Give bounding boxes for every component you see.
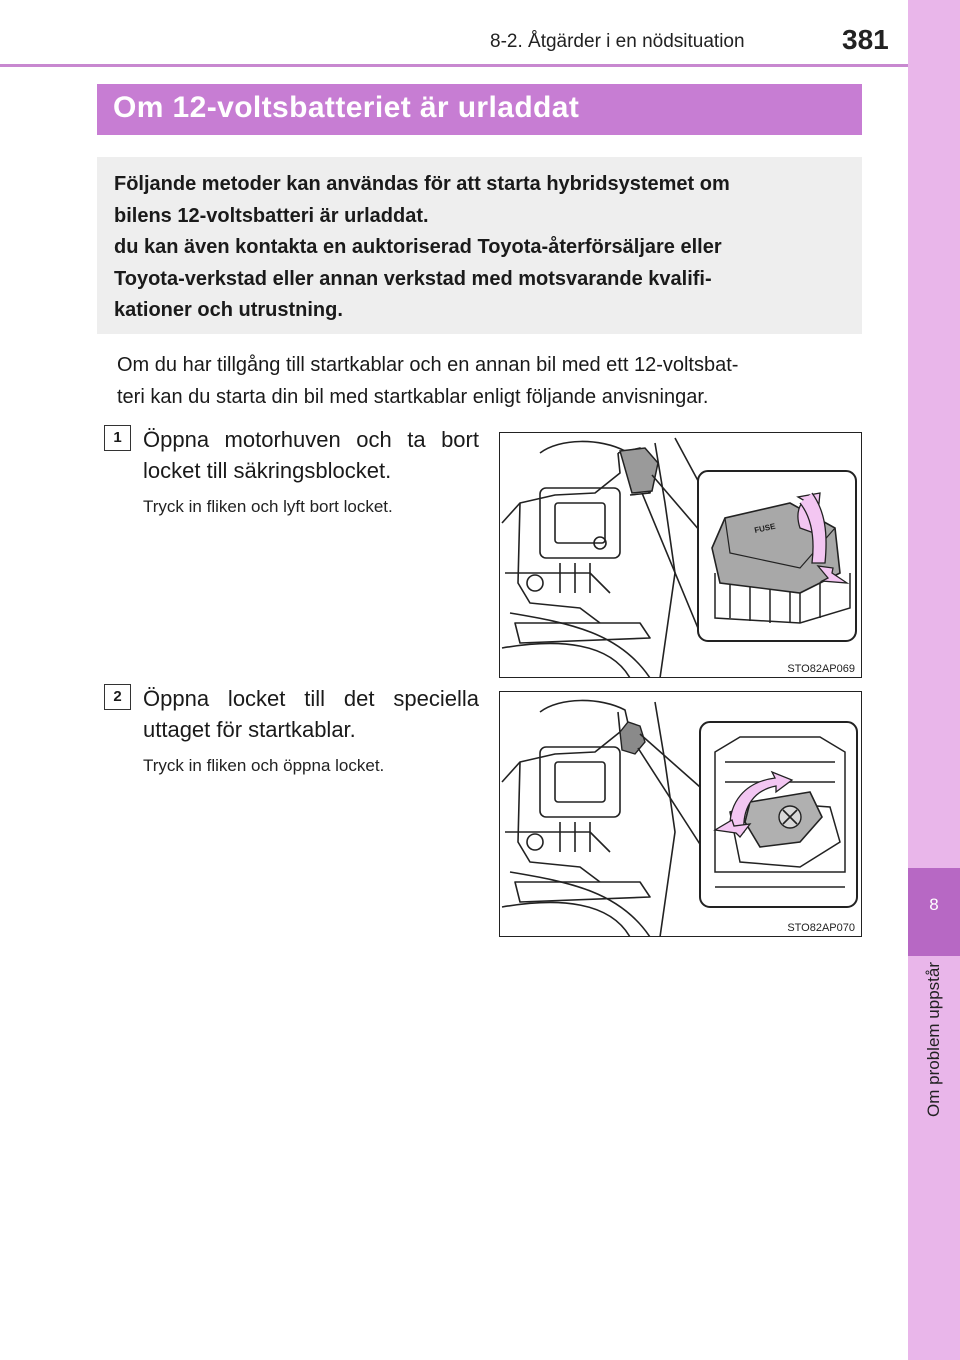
engine-bay-illustration <box>500 692 862 937</box>
intro-line: kationer och utrustning. <box>114 299 343 321</box>
intro-line: du kan även kontakta en auktoriserad Toyota-återförsäljare eller <box>114 236 722 258</box>
engine-bay-illustration <box>500 433 862 678</box>
chapter-number: 8 <box>929 895 939 914</box>
step-sub-instruction: Tryck in fliken och öppna locket. <box>143 756 385 775</box>
figure-code: STO82AP069 <box>787 663 855 675</box>
chapter-title-text: Om problem uppstår <box>924 962 943 1117</box>
step-number-badge: 1 <box>104 425 131 451</box>
page-number: 381 <box>842 24 889 55</box>
body-line: teri kan du starta din bil med startkablar enligt följande anvisningar. <box>117 385 709 408</box>
intro-line: Följande metoder kan användas för att starta hybridsystemet om <box>114 173 730 195</box>
step-instruction: Öppna locket till det speciella uttaget för startkablar. <box>143 686 479 742</box>
header-divider <box>0 64 908 67</box>
section-heading: 8-2. Åtgärder i en nödsituation <box>490 31 745 52</box>
fuse-lid-label: FUSE <box>753 521 777 535</box>
page-title: Om 12-voltsbatteriet är urladdat <box>113 91 580 124</box>
intro-line: Toyota-verkstad eller annan verkstad med motsvarande kvalifi- <box>114 267 712 290</box>
body-line: Om du har tillgång till startkablar och en annan bil med ett 12-voltsbat- <box>117 354 739 376</box>
body-paragraph <box>117 350 857 413</box>
chapter-title-vertical <box>912 962 956 1162</box>
step-sub-instruction: Tryck in fliken och lyft bort locket. <box>143 497 393 516</box>
step-number-badge: 2 <box>104 684 131 710</box>
intro-box <box>97 157 862 334</box>
step-instruction: Öppna motorhuven och ta bort locket till säkringsblocket. <box>143 427 479 483</box>
figure-jump-start-terminal <box>499 691 862 937</box>
figure-fuse-block <box>499 432 862 678</box>
intro-line: bilens 12-voltsbatteri är urladdat. <box>114 204 429 227</box>
figure-code: STO82AP070 <box>787 922 855 934</box>
page-title-bar <box>97 84 862 135</box>
